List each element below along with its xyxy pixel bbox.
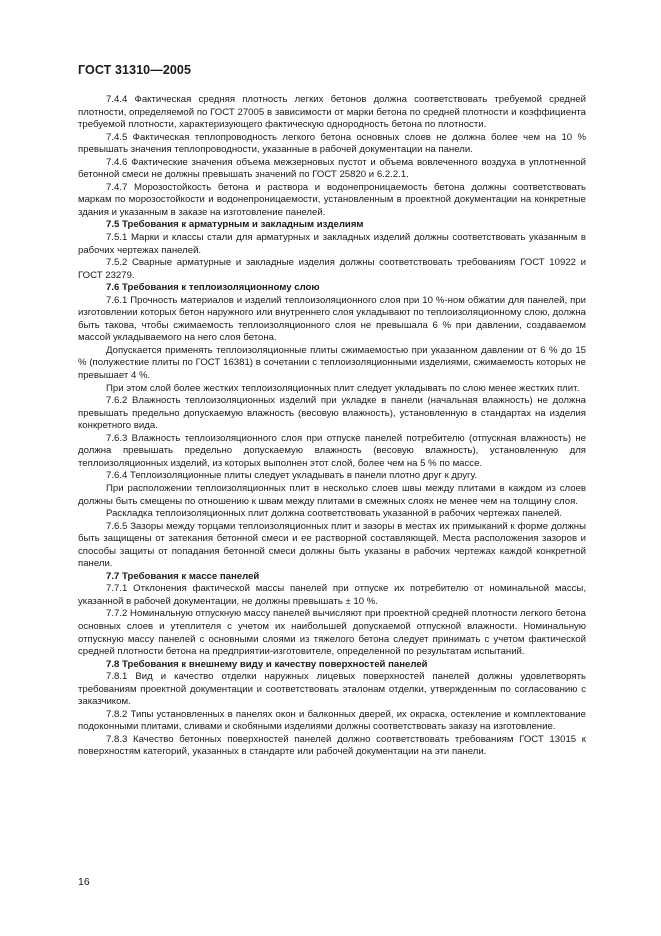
section-heading: 7.8 Требования к внешнему виду и качеству поверхностей панелей: [106, 658, 428, 670]
paragraph: 7.6.5 Зазоры между торцами теплоизоляционных плит и зазоры в местах их примыканий к форме должны быть защищены от затекания бетонной смеси и ее растворной составляющей. Места расположения зазоров и способы защиты от попадания бетонной смеси должны быть указаны в рабочих чертежах каждой конкретной панели.: [78, 520, 586, 570]
paragraph: Допускается применять теплоизоляционные плиты сжимаемостью при указанном давлении от 6 % до 15 % (полужесткие плиты по ГОСТ 16381) в сочетании с теплоизоляционными изделиями, сжимаемость которых не превышает 4 %.: [78, 344, 586, 382]
paragraph: 7.8.2 Типы установленных в панелях окон и балконных дверей, их окраска, остекление и комплектование подоконными плитами, сливами и скобяными изделиями должны соответствовать заказу на изготовление.: [78, 708, 586, 733]
section-heading: 7.5 Требования к арматурным и закладным изделиям: [106, 219, 364, 231]
document-body: [78, 94, 586, 759]
section-heading: 7.7 Требования к массе панелей: [106, 570, 260, 582]
paragraph: 7.4.4 Фактическая средняя плотность легких бетонов должна соответствовать требуемой средней плотности, определяемой по ГОСТ 27005 в зависимости от марки бетона по средней плотности и коэффициента требуемой плотности, характеризующего фактическую однородность бетона по плотности.: [78, 94, 586, 131]
paragraph: 7.6.2 Влажность теплоизоляционных изделий при укладке в панели (начальная влажность) не должна превышать предельно допускаемую влажность (весовую влажность), установленную в стандартах на изделия конкретного вида.: [78, 395, 586, 432]
paragraph: 7.4.5 Фактическая теплопроводность легкого бетона основных слоев не должна более чем на 10 % превышать значения теплопроводности, указанные в рабочей документации на панели.: [78, 131, 586, 156]
section-heading: 7.6 Требования к теплоизоляционному слою: [106, 282, 320, 294]
paragraph: 7.5.1 Марки и классы стали для арматурных и закладных изделий должны соответствовать указанным в рабочих чертежах панелей.: [78, 232, 586, 256]
paragraph: 7.4.6 Фактические значения объема межзерновых пустот и объема вовлеченного воздуха в уплотненной бетонной смеси не должны превышать значений по ГОСТ 25820 и 6.2.2.1.: [78, 156, 586, 181]
paragraph: Раскладка теплоизоляционных плит должна соответствовать указанной в рабочих чертежах панелей.: [106, 508, 563, 520]
page-number: 16: [78, 876, 90, 888]
paragraph: 7.8.3 Качество бетонных поверхностей панелей должно соответствовать требованиям ГОСТ 13015 к поверхностям категорий, указанных в стандарте или рабочей документации на эти панели.: [78, 733, 586, 758]
paragraph: 7.7.1 Отклонения фактической массы панелей при отпуске их потребителю от номинальной массы, указанной в рабочей документации, не должны превышать ± 10 %.: [78, 583, 586, 607]
paragraph: При расположении теплоизоляционных плит в несколько слоев швы между плитами в каждом из слоев должны быть смещены по отношению к швам между плитами в смежных слоях не менее чем на толщину слоя.: [78, 482, 586, 507]
paragraph: 7.6.1 Прочность материалов и изделий теплоизоляционного слоя при 10 %-ном обжатии для панелей, при изготовлении которых бетон наружного или внутреннего слоя укладывают по теплоизоляционному слою, должна быть такова, чтобы сжимаемость теплоизоляционного слоя не превышала 6 % при давлении, создаваемом массой укладываемого на него слоя бетона.: [78, 294, 586, 344]
standard-header: ГОСТ 31310—2005: [78, 63, 192, 77]
paragraph: 7.5.2 Сварные арматурные и закладные изделия должны соответствовать требованиям ГОСТ 10922 и ГОСТ 23279.: [78, 257, 586, 281]
paragraph: 7.6.4 Теплоизоляционные плиты следует укладывать в панели плотно друг к другу.: [106, 470, 478, 482]
paragraph: 7.6.3 Влажность теплоизоляционного слоя при отпуске панелей потребителю (отпускная влажность) не должна превышать предельно допускаемую влажность (весовую влажность), установленную для теплоизоляционных изделий, из которых выполнен этот слой, более чем на 5 % по массе.: [78, 432, 586, 469]
paragraph: При этом слой более жестких теплоизоляционных плит следует укладывать по слою менее жестких плит.: [106, 382, 580, 394]
paragraph: 7.7.2 Номинальную отпускную массу панелей вычисляют при проектной средней плотности легкого бетона основных слоев и утеплителя с учетом их наибольшей допускаемой отпускной влажности. Номинальную отпускную массу панелей с основными слоями из тяжелого бетона следует принимать с учетом фактической средней плотности бетона на предприятии-изготовителе, определенной по результатам испытаний.: [78, 608, 586, 658]
paragraph: 7.4.7 Морозостойкость бетона и раствора и водонепроницаемость бетона должны соответствовать маркам по морозостойкости и водонепроницаемости, установленным в проектной документации на конкретные здания и указанным в заказе на изготовление панелей.: [78, 181, 586, 218]
paragraph: 7.8.1 Вид и качество отделки наружных лицевых поверхностей панелей должны удовлетворять требованиям проектной документации и соответствовать эталонам отделки, утвержденным по согласованию с заказчиком.: [78, 671, 586, 708]
